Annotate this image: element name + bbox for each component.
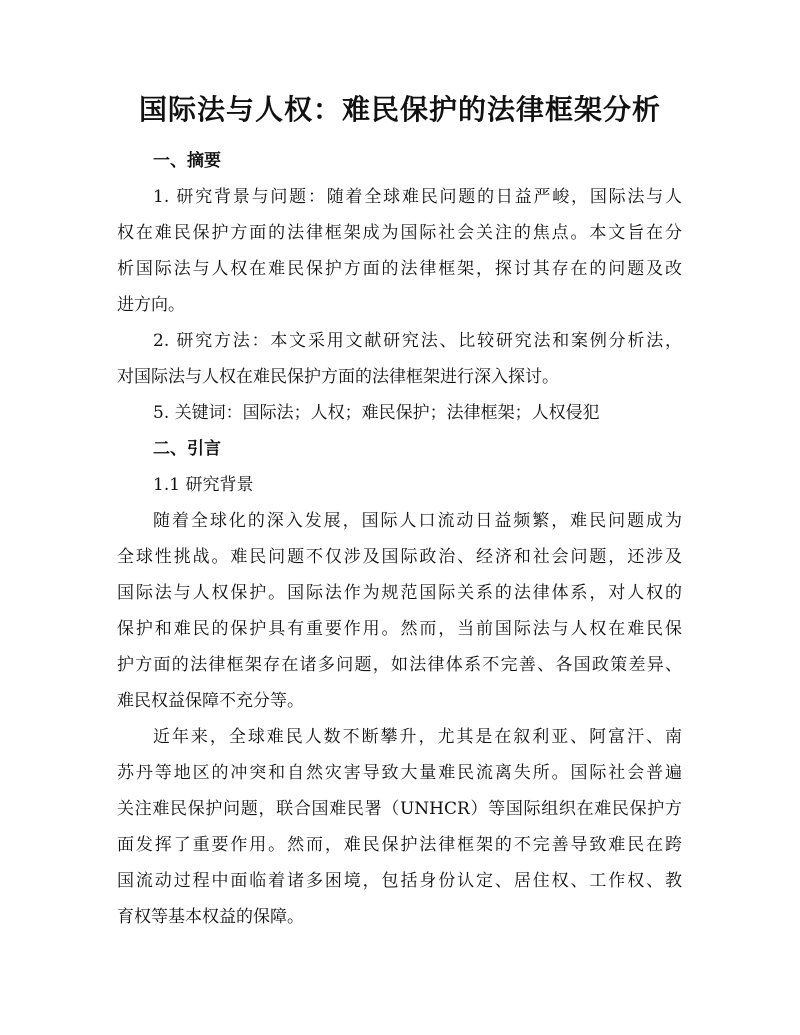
text-line: 全球性挑战。难民问题不仅涉及国际政治、经济和社会问题，还涉及 <box>117 547 682 567</box>
text-line: 国流动过程中面临着诸多困境，包括身份认定、居住权、工作权、教 <box>117 871 682 891</box>
subsection-heading-background: 1.1 研究背景 <box>153 475 254 495</box>
text-line: 2. 研究方法：本文采用文献研究法、比较研究法和案例分析法， <box>153 331 682 351</box>
text-line: 护方面的法律框架存在诸多问题，如法律体系不完善、各国政策差异、 <box>117 655 682 675</box>
text-line: 面发挥了重要作用。然而，难民保护法律框架的不完善导致难民在跨 <box>117 835 682 855</box>
text-line: 苏丹等地区的冲突和自然灾害导致大量难民流离失所。国际社会普遍 <box>117 763 682 783</box>
text-line: 国际法与人权保护。国际法作为规范国际关系的法律体系，对人权的 <box>117 583 682 603</box>
text-line: 关注难民保护问题，联合国难民署（UNHCR）等国际组织在难民保护方 <box>117 799 682 819</box>
text-line: 1. 研究背景与问题：随着全球难民问题的日益严峻，国际法与人 <box>153 187 682 207</box>
text-line: 进方向。 <box>117 295 185 315</box>
abstract-item-2 <box>117 323 682 395</box>
text-line: 随着全球化的深入发展，国际人口流动日益频繁，难民问题成为 <box>153 511 682 531</box>
abstract-item-1 <box>117 179 682 323</box>
text-line: 析国际法与人权在难民保护方面的法律框架，探讨其存在的问题及改 <box>117 259 682 279</box>
intro-paragraph-2 <box>117 719 682 935</box>
text-line: 难民权益保障不充分等。 <box>117 691 304 711</box>
section-heading-abstract: 一、摘要 <box>153 151 221 171</box>
text-line: 保护和难民的保护具有重要作用。然而，当前国际法与人权在难民保 <box>117 619 682 639</box>
text-line: 育权等基本权益的保障。 <box>117 907 304 927</box>
abstract-keywords: 5. 关键词：国际法；人权；难民保护；法律框架；人权侵犯 <box>153 403 600 423</box>
document-body <box>117 143 682 935</box>
intro-paragraph-1 <box>117 503 682 719</box>
text-line: 近年来，全球难民人数不断攀升，尤其是在叙利亚、阿富汗、南 <box>153 727 682 747</box>
text-line: 权在难民保护方面的法律框架成为国际社会关注的焦点。本文旨在分 <box>117 223 682 243</box>
document-title: 国际法与人权：难民保护的法律框架分析 <box>138 93 661 126</box>
section-heading-intro: 二、引言 <box>153 439 221 459</box>
text-line: 对国际法与人权在难民保护方面的法律框架进行深入探讨。 <box>117 367 559 387</box>
